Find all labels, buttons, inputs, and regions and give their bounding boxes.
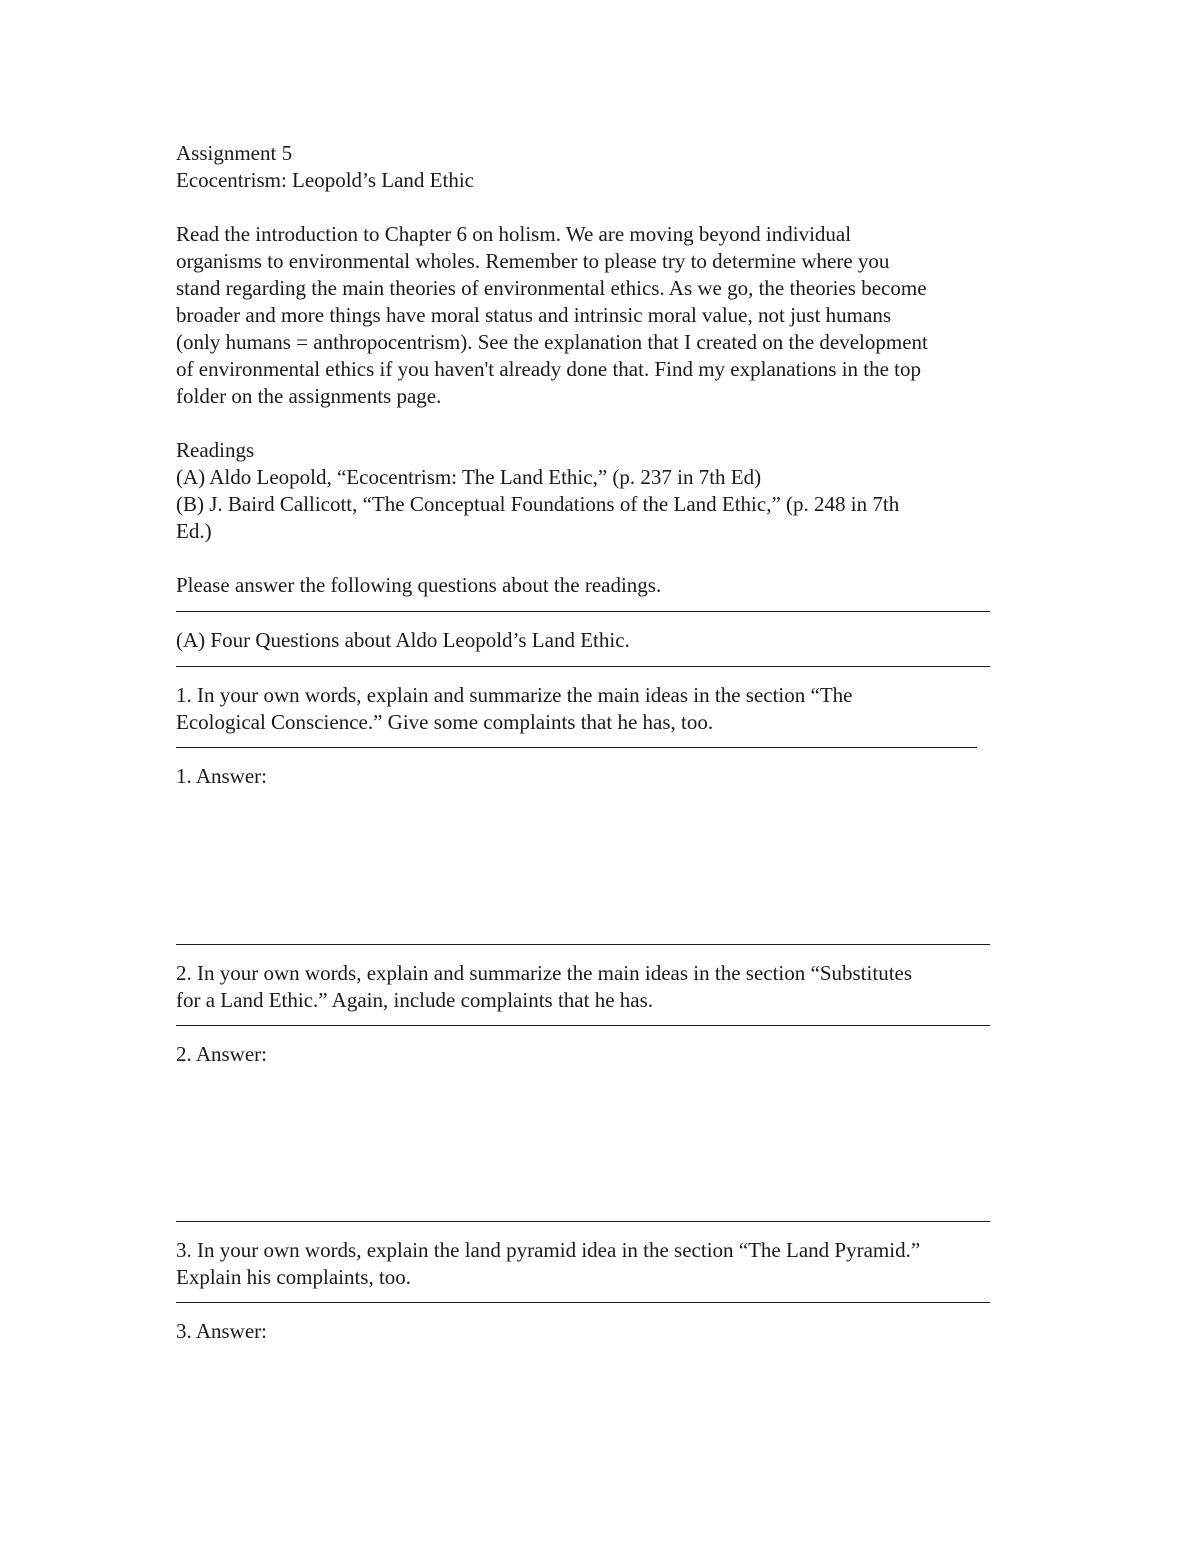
question-text: 2. In your own words, explain and summarize the main ideas in the section “Substitutes xyxy=(176,961,913,985)
document-page xyxy=(176,140,1026,1495)
spacer xyxy=(176,410,1026,437)
spacer xyxy=(176,545,1026,572)
answer-space-1[interactable] xyxy=(176,790,1026,944)
divider-rule xyxy=(176,1302,990,1303)
answer-label-3: 3. Answer: xyxy=(176,1319,267,1343)
answer-space-2[interactable] xyxy=(176,1068,1026,1221)
assignment-title: Assignment 5 xyxy=(176,141,293,165)
intro-line: broader and more things have moral status and intrinsic moral value, not just humans xyxy=(176,303,892,327)
intro-line: Read the introduction to Chapter 6 on holism. We are moving beyond individual xyxy=(176,222,852,246)
intro-line: organisms to environmental wholes. Remember to please try to determine where you xyxy=(176,249,890,273)
readings-list xyxy=(176,437,1026,545)
question-text: Ecological Conscience.” Give some complaints that he has, too. xyxy=(176,710,714,734)
intro-line: stand regarding the main theories of environmental ethics. As we go, the theories become xyxy=(176,276,927,300)
reading-b: (B) J. Baird Callicott, “The Conceptual Foundations of the Land Ethic,” (p. 248 in 7th xyxy=(176,492,900,516)
assignment-subtitle: Ecocentrism: Leopold’s Land Ethic xyxy=(176,168,474,192)
intro-paragraph xyxy=(176,221,1026,410)
question-text: 3. In your own words, explain the land pyramid idea in the section “The Land Pyramid.” xyxy=(176,1238,921,1262)
divider-rule xyxy=(176,666,990,667)
question-3 xyxy=(176,1237,1026,1291)
answer-label-2: 2. Answer: xyxy=(176,1042,267,1066)
section-a-heading: (A) Four Questions about Aldo Leopold’s Land Ethic. xyxy=(176,628,630,652)
intro-line: folder on the assignments page. xyxy=(176,384,442,408)
spacer xyxy=(176,194,1026,221)
readings-heading: Readings xyxy=(176,438,255,462)
answer-space-3[interactable] xyxy=(176,1345,1026,1495)
divider-rule xyxy=(176,944,990,945)
reading-b-continued: Ed.) xyxy=(176,519,212,543)
intro-line: (only humans = anthropocentrism). See the explanation that I created on the development xyxy=(176,330,928,354)
question-text: Explain his complaints, too. xyxy=(176,1265,412,1289)
divider-rule xyxy=(176,611,990,612)
question-1 xyxy=(176,682,1026,736)
divider-rule xyxy=(176,1221,990,1222)
instructions-text: Please answer the following questions about the readings. xyxy=(176,573,662,597)
reading-a: (A) Aldo Leopold, “Ecocentrism: The Land Ethic,” (p. 237 in 7th Ed) xyxy=(176,465,762,489)
question-text: 1. In your own words, explain and summarize the main ideas in the section “The xyxy=(176,683,853,707)
question-text: for a Land Ethic.” Again, include complaints that he has. xyxy=(176,988,654,1012)
intro-line: of environmental ethics if you haven't already done that. Find my explanations in the top xyxy=(176,357,922,381)
divider-rule xyxy=(176,1025,990,1026)
question-2 xyxy=(176,960,1026,1014)
divider-rule xyxy=(176,747,977,748)
answer-label-1: 1. Answer: xyxy=(176,764,267,788)
